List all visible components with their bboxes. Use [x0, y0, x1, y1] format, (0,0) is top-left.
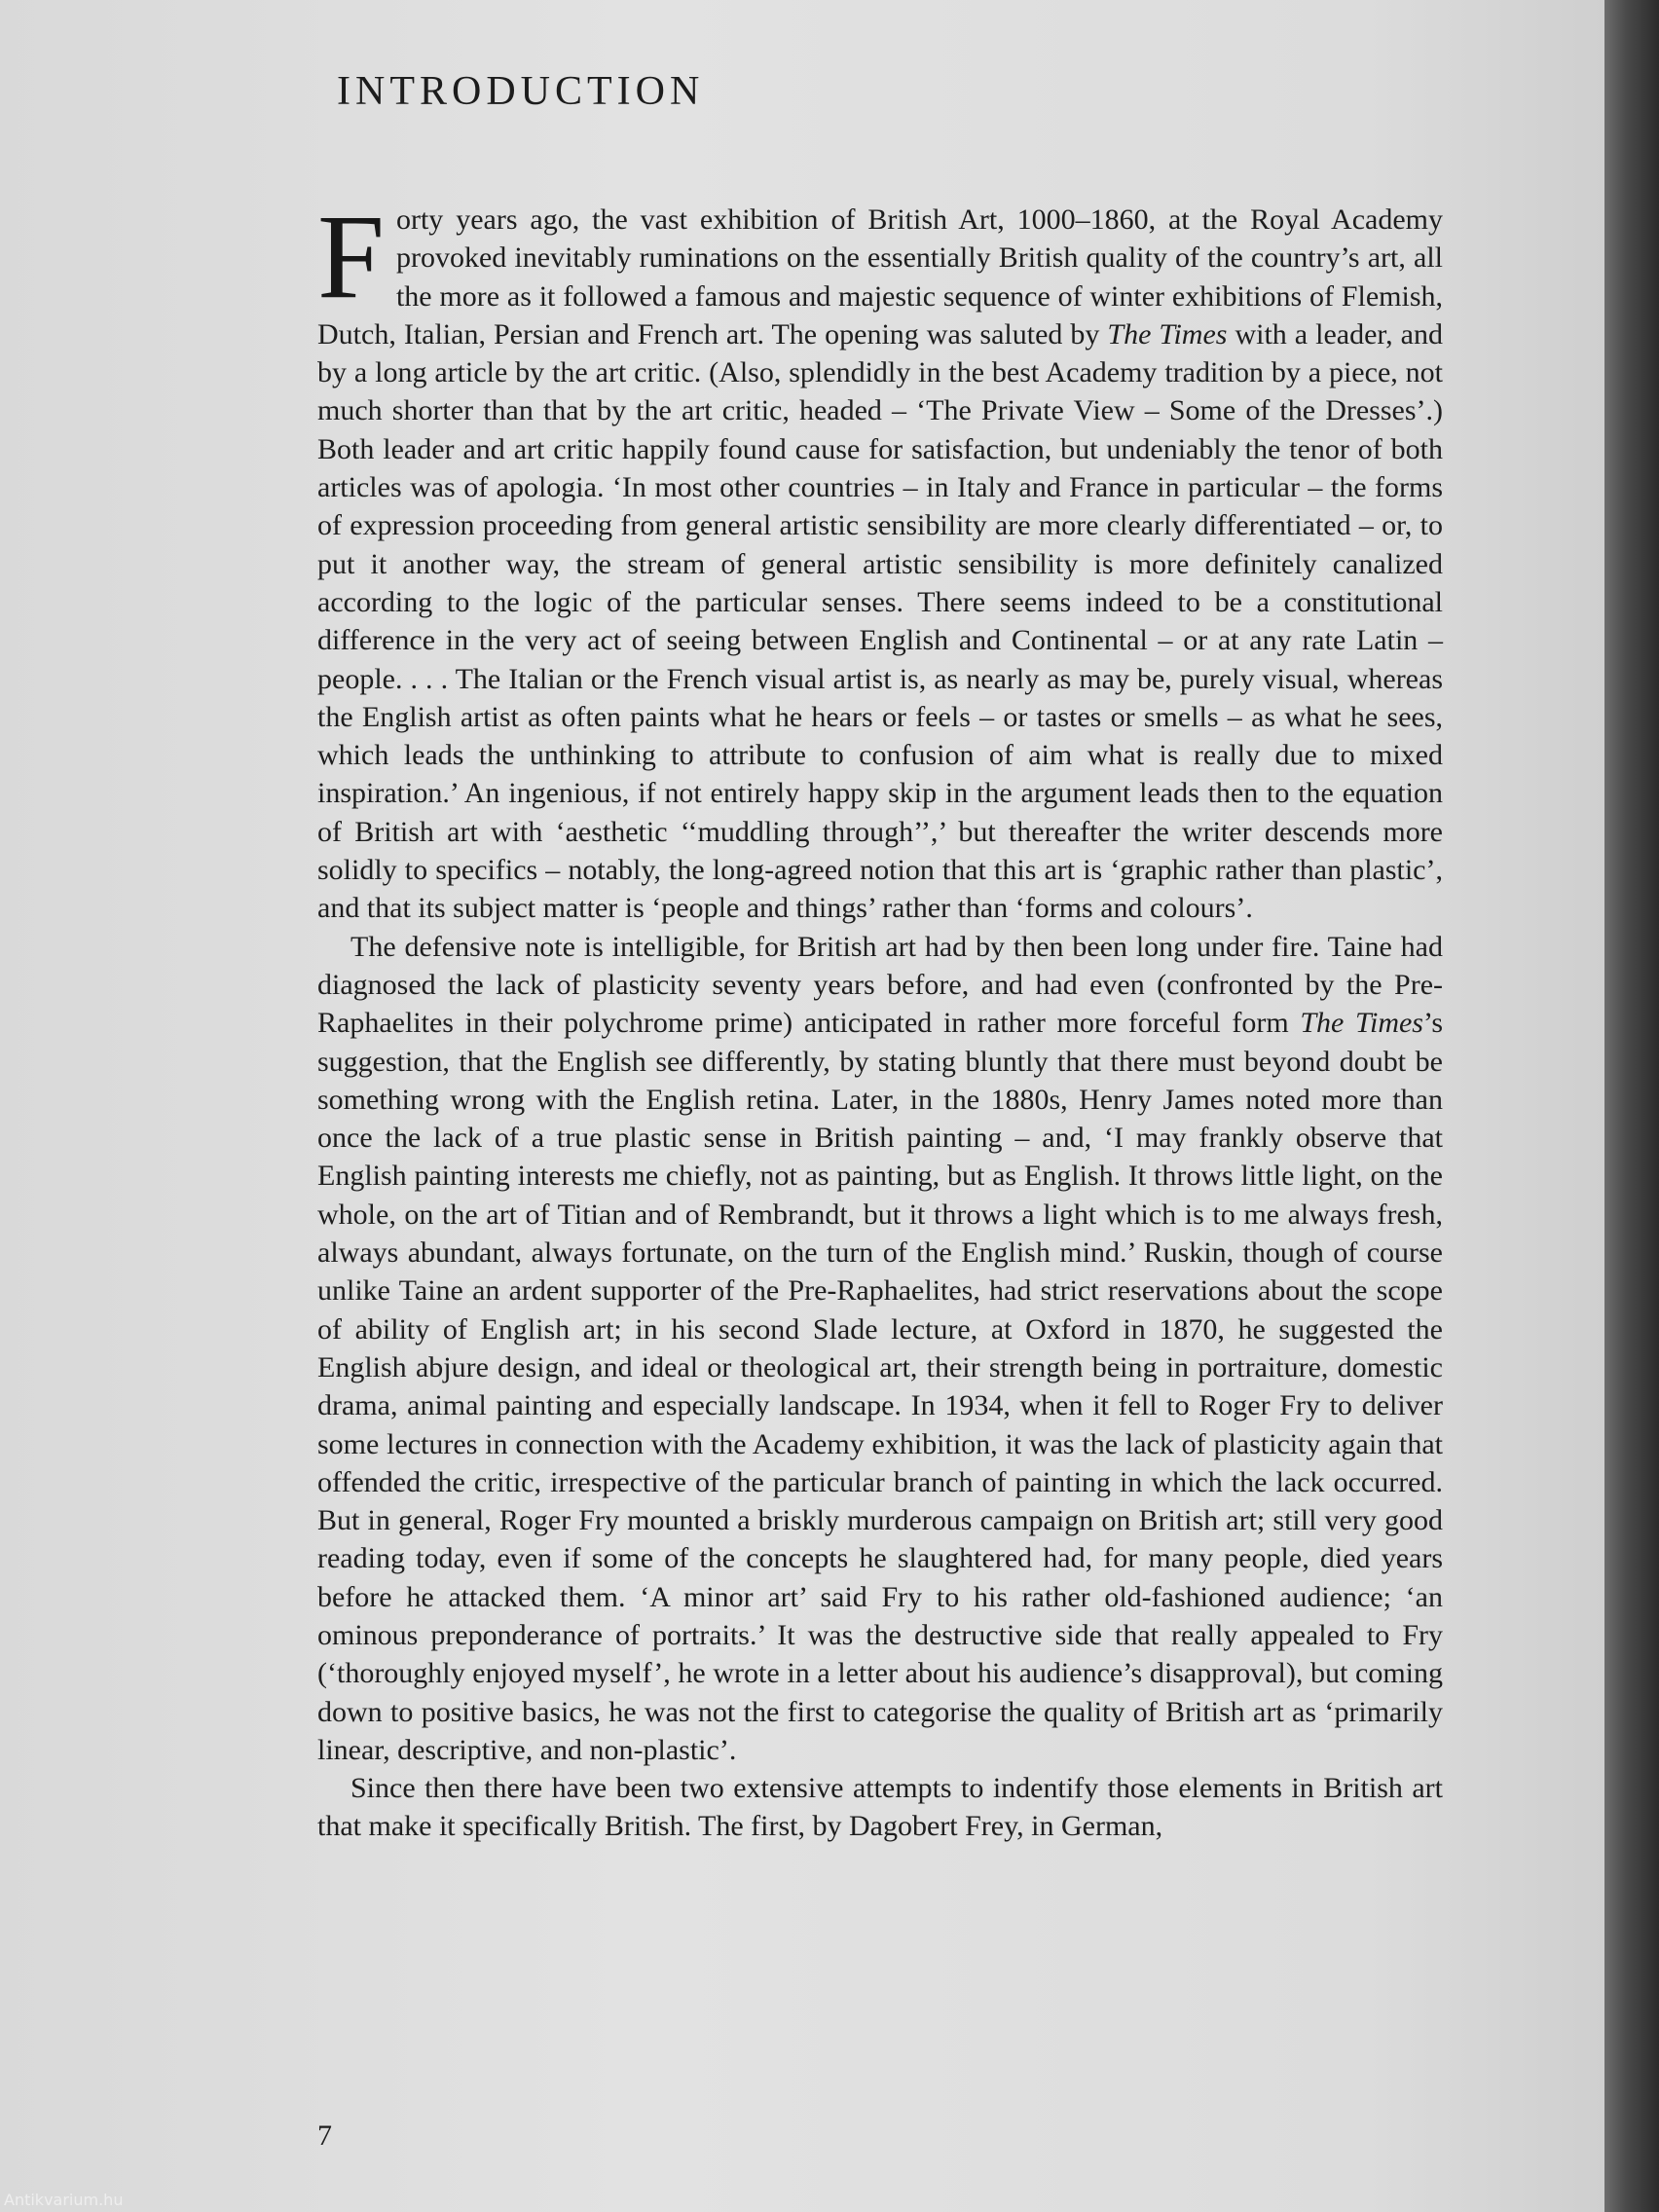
chapter-heading: INTRODUCTION: [337, 69, 705, 114]
drop-cap: F: [317, 190, 385, 323]
paragraph-1: [317, 190, 1443, 928]
body-text: [317, 190, 1443, 1846]
paragraph-2-text-b: ’s suggestion, that the English see differently, by stating bluntly that there must beyond doubt be something wrong with the English retina. Later, in the 1880s, Henry James noted more than once the lack of a true plastic sense in British painting – and, ‘I may frankly observe that English painting interests me chiefly, not as painting, but as English. It throws little light, on the whole, on the art of Titian and of Rembrandt, but it throws a light which is to me always fresh, always abundant, always fortunate, on the turn of the English mind.’ Ruskin, though of course unlike Taine an ardent supporter of the Pre-Raphaelites, had strict reservations about the scope of ability of English art; in his second Slade lecture, at Oxford in 1870, he suggested the English abjure design, and ideal or theological art, their strength being in portraiture, domestic drama, animal painting and especially landscape. In 1934, when it fell to Roger Fry to deliver some lectures in connection with the Academy exhibition, it was the lack of plasticity again that offended the critic, irrespective of the particular branch of painting in which the lack occurred. But in general, Roger Fry mounted a briskly murderous campaign on British art; still very good reading today, even if some of the concepts he slaughtered had, for many people, died years before he attacked them. ‘A minor art’ said Fry to his rather old-fashioned audience; ‘an ominous preponderance of portraits.’ It was the destructive side that really appealed to Fry (‘thoroughly enjoyed myself’, he wrote in a letter about his audience’s disapproval), but coming down to positive basics, he was not the first to categorise the quality of British art as ‘primarily linear, descriptive, and non-plastic’.: [317, 1007, 1443, 1766]
watermark: Antikvarium.hu: [4, 2191, 124, 2209]
paragraph-2: [317, 928, 1443, 1770]
page-edge-shadow: [1604, 0, 1659, 2212]
italic-title-the-times: The Times: [1107, 317, 1228, 350]
paragraph-3: Since then there have been two extensive attempts to indentify those elements in British art that make it specifically British. The first, by Dagobert Frey, in German,: [317, 1772, 1443, 1843]
italic-title-the-times: The Times: [1300, 1007, 1423, 1040]
paragraph-1-text-a: orty years ago, the vast exhibition of British Art, 1000–1860, at the Royal Academy provoked inevitably ruminations on the essentially British quality of the country’s art, all the more as it followed a famous and majestic sequence of winter exhibitions of Flemish, Dutch, Italian, Persian and French art. The opening was saluted by: [317, 203, 1443, 350]
paragraph-1-text-b: with a leader, and by a long article by the art critic. (Also, splendidly in the best Academy tradition by a piece, not much shorter than that by the art critic, headed – ‘The Private View – Some of the Dresses’.) Both leader and art critic happily found cause for satisfaction, but undeniably the tenor of both articles was of apologia. ‘In most other countries – in Italy and France in particular – the forms of expression proceeding from general artistic sensibility are more clearly differentiated – or, to put it another way, the stream of general artistic sensibility is more definitely canalized according to the logic of the particular senses. There seems indeed to be a constitutional difference in the very act of seeing between English and Continental – or at any rate Latin – people. . . . The Italian or the French visual artist is, as nearly as may be, purely visual, whereas the English artist as often paints what he hears or feels – or tastes or smells – as what he sees, which leads the unthinking to attribute to confusion of aim what is really due to mixed inspiration.’ An ingenious, if not entirely happy skip in the argument leads then to the equation of British art with ‘aesthetic ‘‘muddling through’’,’ but thereafter the writer descends more solidly to specifics – notably, the long-agreed notion that this art is ‘graphic rather than plastic’, and that its subject matter is ‘people and things’ rather than ‘forms and colours’.: [317, 317, 1443, 925]
page-number: 7: [317, 2120, 332, 2152]
paragraph-2-text-a: The defensive note is intelligible, for British art had by then been long under fire. Taine had diagnosed the lack of plasticity seventy years before, and had even (confronted by the Pre-Raphaelites in their polychrome prime) anticipated in rather more forceful form: [317, 930, 1443, 1040]
